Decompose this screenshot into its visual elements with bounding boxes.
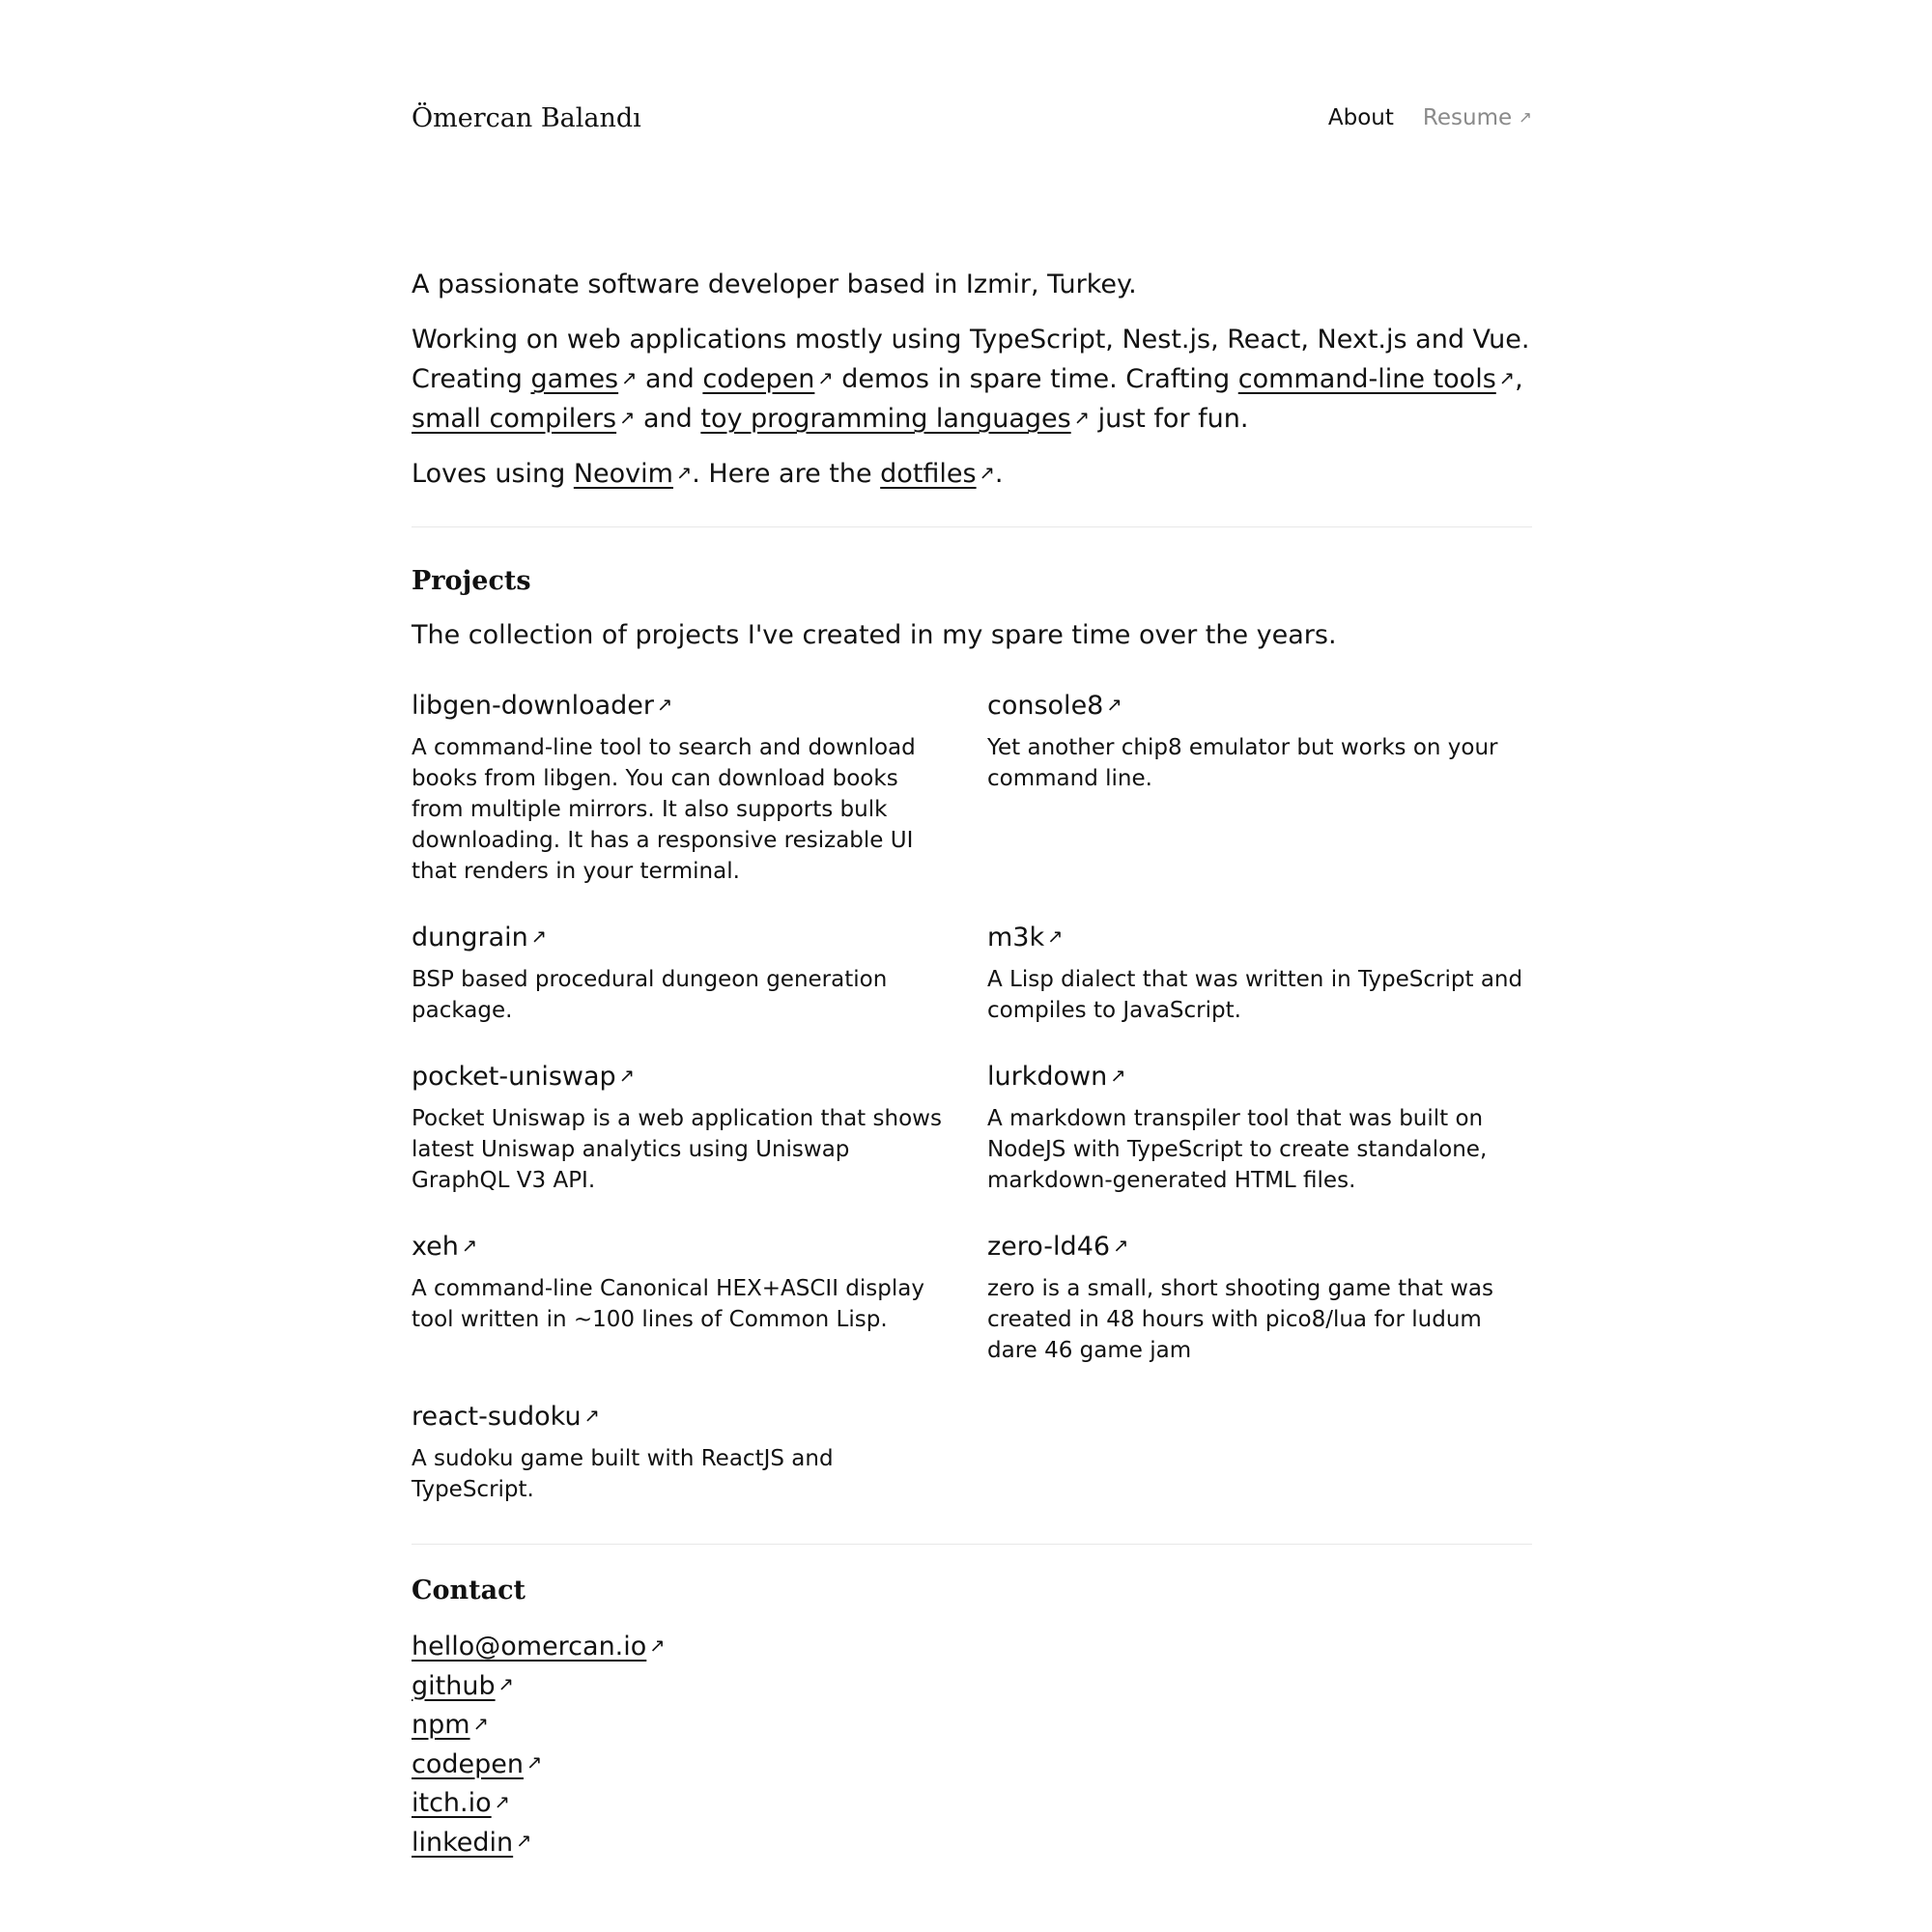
intro-work-text-1: Working on web applications mostly using TypeScript, Nest.js, React, Next.js and Vue. Creating [412, 325, 1530, 394]
contact-item [412, 1628, 1532, 1667]
contact-section [412, 1574, 1532, 1862]
divider [412, 1544, 1532, 1545]
external-link-icon: ↗ [1519, 107, 1532, 127]
small-compilers-link[interactable]: small compilers [412, 404, 617, 434]
project-description: A Lisp dialect that was written in TypeScript and compiles to JavaScript. [987, 967, 1523, 1023]
nav-resume-link[interactable] [1423, 105, 1532, 130]
external-link-icon: ↗ [1106, 693, 1122, 716]
intro-work-end: just for fun. [1089, 404, 1249, 434]
projects-heading: Projects [412, 566, 531, 596]
project-description: Pocket Uniswap is a web application that shows latest Uniswap analytics using Uniswap GraphQL V3 API. [412, 1106, 942, 1193]
external-link-icon: ↗ [657, 693, 673, 716]
project-title: xeh [412, 1232, 459, 1262]
project-description: BSP based procedural dungeon generation package. [412, 967, 888, 1023]
project-title-link[interactable] [987, 1231, 1128, 1264]
external-link-icon: ↗ [675, 461, 693, 484]
project-description: Yet another chip8 emulator but works on your command line. [987, 735, 1498, 791]
project-title-link[interactable] [412, 690, 672, 723]
github-link[interactable]: github [412, 1670, 496, 1701]
site-header [412, 100, 1532, 135]
project-card [412, 1061, 951, 1196]
contact-heading: Contact [412, 1576, 526, 1605]
external-link-icon: ↗ [649, 1634, 666, 1657]
external-link-icon: ↗ [494, 1790, 510, 1813]
project-title-link[interactable] [412, 1401, 600, 1434]
project-title-link[interactable] [987, 1061, 1126, 1094]
command-line-tools-link[interactable]: command-line tools [1237, 364, 1496, 394]
external-link-icon: ↗ [619, 406, 636, 429]
project-card [987, 690, 1526, 887]
intro-neovim-text-1: Loves using [412, 459, 574, 489]
project-card [987, 1231, 1526, 1366]
project-title-link[interactable] [412, 1231, 477, 1264]
nav-resume-label: Resume [1422, 105, 1513, 130]
projects-section [412, 564, 1532, 1505]
external-link-icon: ↗ [1047, 924, 1064, 948]
nav-about-link[interactable]: About [1327, 105, 1394, 130]
intro-work [412, 320, 1532, 439]
intro-neovim-end: . [994, 459, 1004, 489]
contact-item [412, 1784, 1532, 1824]
intro-neovim [412, 454, 1532, 494]
project-title: dungrain [412, 923, 528, 952]
project-title-link[interactable] [412, 922, 547, 954]
divider [412, 526, 1532, 527]
project-description: A command-line Canonical HEX+ASCII display tool written in ~100 lines of Common Lisp. [412, 1276, 924, 1332]
external-link-icon: ↗ [583, 1404, 600, 1427]
projects-description: The collection of projects I've created in my spare time over the years. [412, 620, 1337, 650]
external-link-icon: ↗ [472, 1712, 489, 1735]
neovim-link[interactable]: Neovim [573, 459, 673, 489]
project-title: pocket-uniswap [412, 1062, 616, 1092]
project-title: m3k [987, 923, 1045, 952]
project-title: console8 [987, 691, 1104, 721]
external-link-icon: ↗ [817, 366, 834, 389]
page [412, 0, 1532, 1862]
project-description: zero is a small, short shooting game that was created in 48 hours with pico8/lua for ludum dare 46 game jam [987, 1276, 1494, 1363]
project-card [412, 690, 951, 887]
codepen-link[interactable]: codepen [702, 364, 815, 394]
intro [412, 265, 1532, 494]
intro-work-text-2: demos in spare time. Crafting [833, 364, 1238, 394]
project-description: A markdown transpiler tool that was built on NodeJS with TypeScript to create standalone, markdown-generated HTML files. [987, 1106, 1488, 1193]
project-title-link[interactable] [987, 690, 1122, 723]
site-title[interactable]: Ömercan Balandı [412, 102, 641, 133]
external-link-icon: ↗ [621, 366, 638, 389]
linkedin-link[interactable]: linkedin [412, 1827, 514, 1858]
npm-link[interactable]: npm [412, 1710, 470, 1740]
external-link-icon: ↗ [1498, 366, 1516, 389]
dotfiles-link[interactable]: dotfiles [880, 459, 977, 489]
contact-item [412, 1706, 1532, 1746]
project-title: lurkdown [987, 1062, 1108, 1092]
external-link-icon: ↗ [516, 1830, 532, 1853]
external-link-icon: ↗ [1110, 1064, 1126, 1087]
projects-grid [412, 690, 1532, 1505]
project-title-link[interactable] [412, 1061, 635, 1094]
itchio-link[interactable]: itch.io [412, 1788, 492, 1818]
external-link-icon: ↗ [530, 924, 548, 948]
project-description: A sudoku game built with ReactJS and TypeScript. [412, 1446, 834, 1502]
main-nav [1328, 105, 1532, 130]
project-card [987, 1061, 1526, 1196]
project-description: A command-line tool to search and download books from libgen. You can download books from multiple mirrors. It also supports bulk downloading. It has a responsive resizable UI that renders in your terminal. [412, 735, 916, 884]
toy-languages-link[interactable]: toy programming languages [700, 404, 1071, 434]
project-card [987, 922, 1526, 1026]
contact-item [412, 1824, 1532, 1863]
project-title-link[interactable] [987, 922, 1063, 954]
project-title: zero-ld46 [987, 1232, 1111, 1262]
project-card [412, 922, 951, 1026]
project-title: libgen-downloader [412, 691, 655, 721]
games-link[interactable]: games [530, 364, 619, 394]
external-link-icon: ↗ [526, 1751, 543, 1775]
intro-location: A passionate software developer based in Izmir, Turkey. [412, 270, 1137, 299]
external-link-icon: ↗ [461, 1234, 478, 1257]
project-card [412, 1401, 951, 1505]
codepen-contact-link[interactable]: codepen [412, 1748, 524, 1779]
intro-work-and-2: and [635, 404, 701, 434]
project-title: react-sudoku [412, 1402, 582, 1432]
intro-neovim-text-2: . Here are the [692, 459, 881, 489]
external-link-icon: ↗ [1113, 1234, 1129, 1257]
intro-work-and-1: and [637, 364, 703, 394]
intro-work-comma: , [1515, 364, 1523, 394]
external-link-icon: ↗ [1073, 406, 1090, 429]
external-link-icon: ↗ [497, 1673, 514, 1696]
contact-item [412, 1746, 1532, 1785]
external-link-icon: ↗ [618, 1064, 635, 1087]
email-link[interactable]: hello@omercan.io [412, 1632, 647, 1662]
contact-list [412, 1628, 1532, 1862]
external-link-icon: ↗ [979, 461, 995, 484]
contact-item [412, 1667, 1532, 1707]
project-card [412, 1231, 951, 1366]
